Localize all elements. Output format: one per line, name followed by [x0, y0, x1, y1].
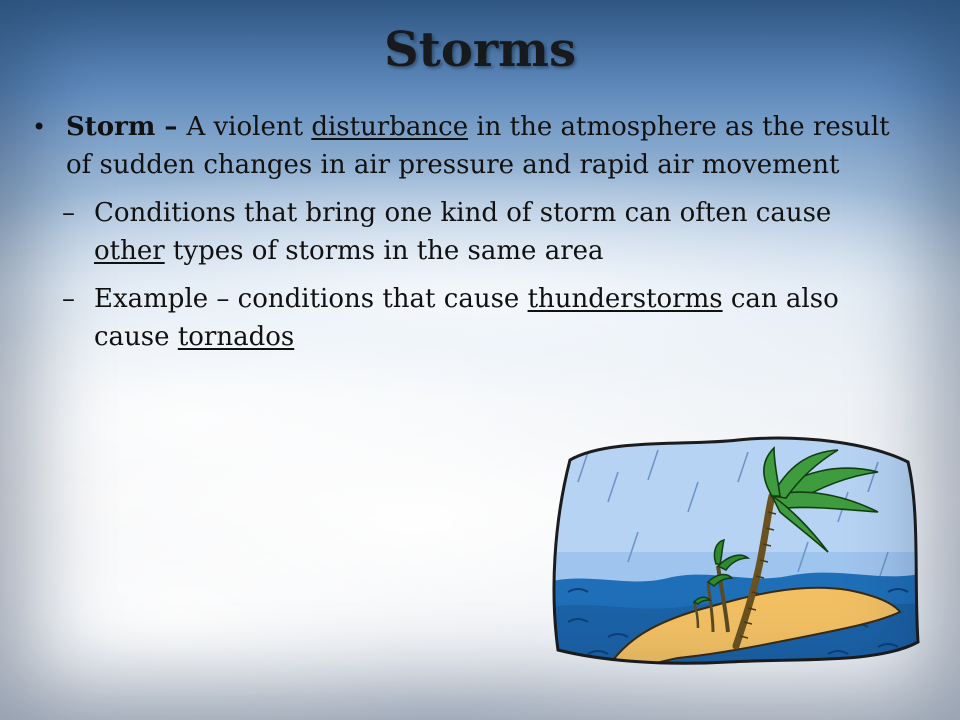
storm-island-clipart-icon [548, 432, 920, 666]
term-separator: – [155, 112, 187, 142]
underlined-term: other [94, 236, 165, 266]
text-segment: A violent [186, 112, 312, 142]
text-segment: Example – conditions that cause [94, 284, 528, 314]
text-segment: Conditions that bring one kind of storm can often cause [94, 198, 832, 228]
underlined-term: tornados [177, 322, 295, 352]
slide-title: Storms [384, 22, 576, 78]
sub-bullet-text [94, 194, 908, 270]
sub-bullet-conditions [62, 194, 908, 270]
sub-bullet-text [94, 280, 908, 356]
bullet-text [66, 108, 908, 184]
underlined-term: disturbance [311, 112, 469, 142]
bullet-dot-icon: • [32, 113, 47, 141]
slide-content [28, 108, 908, 356]
underlined-term: thunderstorms [527, 284, 723, 314]
text-segment: types of storms in the same area [164, 236, 604, 266]
term-storm: Storm [66, 112, 156, 142]
text-segment: can also cause [94, 284, 839, 352]
text-segment: in the atmosphere as the result of sudden changes in air pressure and rapid air movement [66, 112, 890, 180]
dash-mark: – [62, 198, 75, 228]
sub-bullet-example [62, 280, 908, 356]
dash-mark: – [62, 284, 75, 314]
bullet-storm-definition [28, 108, 908, 184]
